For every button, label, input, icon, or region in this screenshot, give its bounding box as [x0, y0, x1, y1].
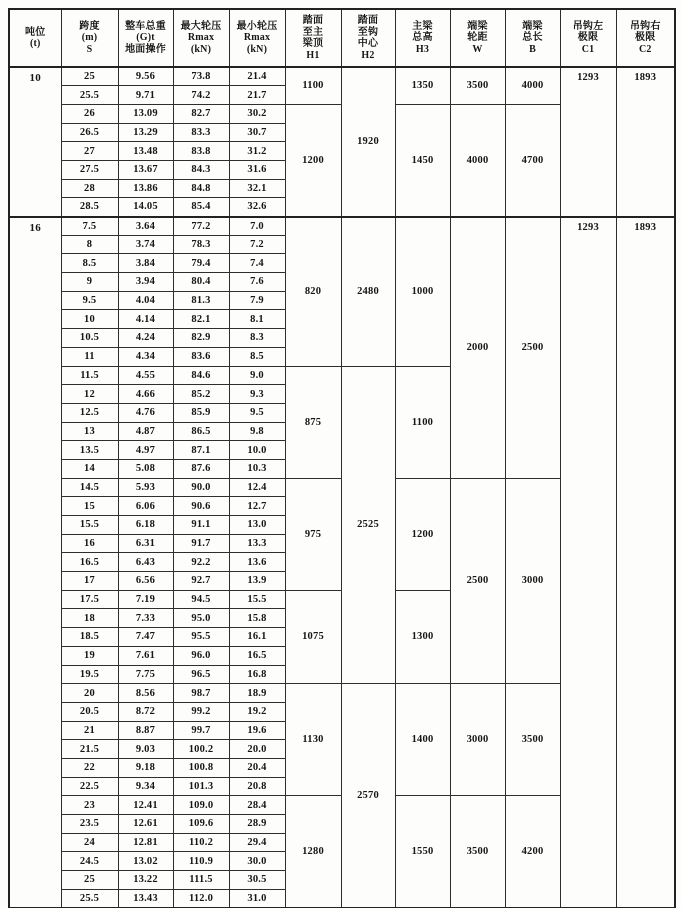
- col-header-weight: 整车总重 (G)t 地面操作: [118, 9, 173, 67]
- cell-rmin: 7.4: [229, 254, 285, 273]
- cell-c1: 1293: [560, 217, 616, 908]
- cell-span: 12: [61, 385, 118, 404]
- cell-w: 3000: [450, 684, 505, 796]
- cell-rmin: 10.3: [229, 459, 285, 478]
- cell-total-weight: 8.72: [118, 702, 173, 721]
- cell-span: 12.5: [61, 403, 118, 422]
- cell-total-weight: 13.02: [118, 852, 173, 871]
- cell-total-weight: 9.18: [118, 758, 173, 777]
- cell-total-weight: 13.67: [118, 160, 173, 179]
- cell-rmin: 32.6: [229, 198, 285, 217]
- cell-rmin: 9.8: [229, 422, 285, 441]
- cell-total-weight: 13.09: [118, 104, 173, 123]
- cell-total-weight: 8.56: [118, 684, 173, 703]
- cell-rmin: 28.4: [229, 796, 285, 815]
- cell-b: 3500: [505, 684, 560, 796]
- cell-h1: 820: [285, 217, 341, 367]
- cell-rmax: 84.8: [173, 179, 229, 198]
- cell-total-weight: 13.43: [118, 889, 173, 908]
- cell-span: 24: [61, 833, 118, 852]
- cell-rmin: 30.7: [229, 123, 285, 142]
- col-header-c1: 吊钩左 极限 C1: [560, 9, 616, 67]
- cell-rmax: 91.7: [173, 534, 229, 553]
- cell-total-weight: 12.81: [118, 833, 173, 852]
- cell-rmax: 73.8: [173, 67, 229, 86]
- cell-rmax: 77.2: [173, 217, 229, 236]
- cell-rmax: 86.5: [173, 422, 229, 441]
- cell-rmin: 8.1: [229, 310, 285, 329]
- cell-w: 2500: [450, 478, 505, 684]
- cell-total-weight: 9.34: [118, 777, 173, 796]
- cell-total-weight: 4.55: [118, 366, 173, 385]
- cell-span: 13: [61, 422, 118, 441]
- cell-h1: 875: [285, 366, 341, 478]
- cell-rmax: 83.6: [173, 347, 229, 366]
- cell-span: 22: [61, 758, 118, 777]
- col-header-h2: 踏面 至钩 中心 H2: [341, 9, 395, 67]
- cell-rmax: 96.0: [173, 646, 229, 665]
- cell-h3: 1550: [395, 796, 450, 908]
- cell-rmax: 85.2: [173, 385, 229, 404]
- cell-b: 2500: [505, 217, 560, 479]
- cell-total-weight: 3.84: [118, 254, 173, 273]
- cell-w: 4000: [450, 104, 505, 216]
- cell-rmax: 99.7: [173, 721, 229, 740]
- col-header-b: 端梁 总长 B: [505, 9, 560, 67]
- cell-rmax: 83.3: [173, 123, 229, 142]
- cell-span: 7.5: [61, 217, 118, 236]
- col-header-rmin: 最小轮压 Rmax (kN): [229, 9, 285, 67]
- cell-rmax: 83.8: [173, 142, 229, 161]
- cell-rmin: 16.5: [229, 646, 285, 665]
- cell-h2: 1920: [341, 67, 395, 217]
- cell-rmax: 85.4: [173, 198, 229, 217]
- table-row: [9, 67, 675, 86]
- cell-h2: 2570: [341, 684, 395, 908]
- cell-span: 9: [61, 273, 118, 292]
- cell-span: 19: [61, 646, 118, 665]
- cell-rmax: 85.9: [173, 403, 229, 422]
- cell-total-weight: 4.76: [118, 403, 173, 422]
- cell-total-weight: 4.34: [118, 347, 173, 366]
- cell-rmax: 79.4: [173, 254, 229, 273]
- cell-rmin: 20.4: [229, 758, 285, 777]
- cell-b: 4000: [505, 67, 560, 104]
- cell-rmin: 20.8: [229, 777, 285, 796]
- cell-total-weight: 6.43: [118, 553, 173, 572]
- cell-total-weight: 7.19: [118, 590, 173, 609]
- cell-span: 27: [61, 142, 118, 161]
- cell-rmin: 19.6: [229, 721, 285, 740]
- cell-rmin: 19.2: [229, 702, 285, 721]
- cell-total-weight: 12.41: [118, 796, 173, 815]
- cell-total-weight: 6.06: [118, 497, 173, 516]
- col-header-span: 跨度 (m) S: [61, 9, 118, 67]
- cell-span: 26.5: [61, 123, 118, 142]
- cell-rmax: 81.3: [173, 291, 229, 310]
- cell-rmin: 20.0: [229, 740, 285, 759]
- cell-rmin: 29.4: [229, 833, 285, 852]
- cell-b: 3000: [505, 478, 560, 684]
- cell-rmin: 13.0: [229, 516, 285, 535]
- cell-rmax: 112.0: [173, 889, 229, 908]
- cell-span: 28.5: [61, 198, 118, 217]
- cell-c2: 1893: [616, 217, 675, 908]
- table-header: [9, 9, 675, 67]
- cell-total-weight: 4.24: [118, 329, 173, 348]
- cell-total-weight: 3.94: [118, 273, 173, 292]
- cell-span: 23.5: [61, 815, 118, 834]
- cell-tonnage: 16: [9, 217, 61, 908]
- cell-total-weight: 7.47: [118, 628, 173, 647]
- cell-total-weight: 4.66: [118, 385, 173, 404]
- cell-total-weight: 9.56: [118, 67, 173, 86]
- crane-spec-table: [8, 8, 676, 908]
- cell-b: 4200: [505, 796, 560, 908]
- cell-span: 20.5: [61, 702, 118, 721]
- cell-rmax: 109.0: [173, 796, 229, 815]
- cell-rmin: 7.0: [229, 217, 285, 236]
- cell-rmin: 31.0: [229, 889, 285, 908]
- cell-rmin: 31.6: [229, 160, 285, 179]
- cell-total-weight: 9.71: [118, 86, 173, 105]
- cell-span: 25.5: [61, 86, 118, 105]
- cell-h1: 1280: [285, 796, 341, 908]
- cell-rmax: 80.4: [173, 273, 229, 292]
- cell-rmin: 31.2: [229, 142, 285, 161]
- cell-rmax: 84.3: [173, 160, 229, 179]
- cell-total-weight: 3.74: [118, 235, 173, 254]
- cell-span: 25: [61, 871, 118, 890]
- cell-rmin: 12.4: [229, 478, 285, 497]
- table-body: [9, 67, 675, 908]
- cell-span: 17.5: [61, 590, 118, 609]
- cell-b: 4700: [505, 104, 560, 216]
- header-row: [9, 9, 675, 67]
- cell-total-weight: 7.75: [118, 665, 173, 684]
- col-header-tonnage: 吨位 (t): [9, 9, 61, 67]
- cell-h1: 1200: [285, 104, 341, 216]
- col-header-c2: 吊钩右 极限 C2: [616, 9, 675, 67]
- cell-total-weight: 9.03: [118, 740, 173, 759]
- cell-h3: 1300: [395, 590, 450, 683]
- cell-h3: 1100: [395, 366, 450, 478]
- cell-span: 9.5: [61, 291, 118, 310]
- cell-total-weight: 3.64: [118, 217, 173, 236]
- cell-span: 22.5: [61, 777, 118, 796]
- cell-span: 11: [61, 347, 118, 366]
- cell-rmax: 95.0: [173, 609, 229, 628]
- cell-span: 16: [61, 534, 118, 553]
- cell-rmax: 92.2: [173, 553, 229, 572]
- cell-rmin: 9.0: [229, 366, 285, 385]
- cell-rmax: 100.2: [173, 740, 229, 759]
- cell-rmin: 8.3: [229, 329, 285, 348]
- cell-span: 14.5: [61, 478, 118, 497]
- cell-rmax: 96.5: [173, 665, 229, 684]
- cell-rmin: 13.9: [229, 572, 285, 591]
- cell-span: 8.5: [61, 254, 118, 273]
- cell-rmin: 32.1: [229, 179, 285, 198]
- cell-span: 21: [61, 721, 118, 740]
- cell-w: 3500: [450, 796, 505, 908]
- cell-rmax: 92.7: [173, 572, 229, 591]
- cell-rmax: 82.9: [173, 329, 229, 348]
- cell-rmax: 95.5: [173, 628, 229, 647]
- cell-total-weight: 7.33: [118, 609, 173, 628]
- cell-rmin: 9.5: [229, 403, 285, 422]
- cell-rmin: 30.5: [229, 871, 285, 890]
- cell-total-weight: 13.29: [118, 123, 173, 142]
- cell-total-weight: 6.31: [118, 534, 173, 553]
- cell-total-weight: 14.05: [118, 198, 173, 217]
- cell-rmin: 28.9: [229, 815, 285, 834]
- cell-total-weight: 5.93: [118, 478, 173, 497]
- cell-span: 18: [61, 609, 118, 628]
- cell-rmin: 13.6: [229, 553, 285, 572]
- cell-rmax: 110.9: [173, 852, 229, 871]
- cell-h1: 1100: [285, 67, 341, 104]
- cell-total-weight: 7.61: [118, 646, 173, 665]
- cell-rmin: 12.7: [229, 497, 285, 516]
- cell-rmin: 7.2: [229, 235, 285, 254]
- cell-rmin: 13.3: [229, 534, 285, 553]
- cell-h3: 1200: [395, 478, 450, 590]
- cell-span: 25: [61, 67, 118, 86]
- cell-rmin: 9.3: [229, 385, 285, 404]
- cell-total-weight: 4.97: [118, 441, 173, 460]
- cell-span: 27.5: [61, 160, 118, 179]
- cell-rmin: 16.8: [229, 665, 285, 684]
- cell-h2: 2480: [341, 217, 395, 367]
- cell-rmax: 98.7: [173, 684, 229, 703]
- cell-tonnage: 10: [9, 67, 61, 217]
- cell-rmax: 87.1: [173, 441, 229, 460]
- cell-w: 2000: [450, 217, 505, 479]
- cell-span: 26: [61, 104, 118, 123]
- cell-h1: 975: [285, 478, 341, 590]
- cell-rmin: 15.5: [229, 590, 285, 609]
- cell-rmax: 111.5: [173, 871, 229, 890]
- cell-span: 11.5: [61, 366, 118, 385]
- cell-span: 17: [61, 572, 118, 591]
- cell-rmin: 7.6: [229, 273, 285, 292]
- cell-c1: 1293: [560, 67, 616, 217]
- cell-rmax: 78.3: [173, 235, 229, 254]
- cell-span: 24.5: [61, 852, 118, 871]
- col-header-h3: 主梁 总高 H3: [395, 9, 450, 67]
- cell-rmin: 21.4: [229, 67, 285, 86]
- cell-span: 10.5: [61, 329, 118, 348]
- cell-rmin: 15.8: [229, 609, 285, 628]
- cell-total-weight: 4.04: [118, 291, 173, 310]
- cell-rmax: 109.6: [173, 815, 229, 834]
- cell-rmax: 90.6: [173, 497, 229, 516]
- cell-span: 25.5: [61, 889, 118, 908]
- cell-span: 15: [61, 497, 118, 516]
- cell-rmax: 91.1: [173, 516, 229, 535]
- cell-h2: 2525: [341, 366, 395, 684]
- col-header-w: 端梁 轮距 W: [450, 9, 505, 67]
- cell-span: 8: [61, 235, 118, 254]
- cell-rmin: 21.7: [229, 86, 285, 105]
- cell-rmin: 30.0: [229, 852, 285, 871]
- cell-rmin: 7.9: [229, 291, 285, 310]
- cell-span: 13.5: [61, 441, 118, 460]
- cell-total-weight: 13.48: [118, 142, 173, 161]
- cell-w: 3500: [450, 67, 505, 104]
- cell-span: 23: [61, 796, 118, 815]
- cell-span: 18.5: [61, 628, 118, 647]
- cell-rmax: 82.7: [173, 104, 229, 123]
- cell-h3: 1450: [395, 104, 450, 216]
- col-header-h1: 踏面 至主 梁顶 H1: [285, 9, 341, 67]
- table-row: [9, 217, 675, 236]
- cell-rmax: 99.2: [173, 702, 229, 721]
- cell-h3: 1000: [395, 217, 450, 367]
- cell-rmax: 84.6: [173, 366, 229, 385]
- cell-rmax: 94.5: [173, 590, 229, 609]
- cell-span: 28: [61, 179, 118, 198]
- cell-rmax: 74.2: [173, 86, 229, 105]
- cell-span: 21.5: [61, 740, 118, 759]
- cell-span: 19.5: [61, 665, 118, 684]
- cell-span: 14: [61, 459, 118, 478]
- cell-span: 20: [61, 684, 118, 703]
- cell-c2: 1893: [616, 67, 675, 217]
- cell-total-weight: 12.61: [118, 815, 173, 834]
- cell-h1: 1130: [285, 684, 341, 796]
- cell-total-weight: 13.22: [118, 871, 173, 890]
- cell-rmin: 18.9: [229, 684, 285, 703]
- cell-span: 10: [61, 310, 118, 329]
- cell-total-weight: 6.56: [118, 572, 173, 591]
- cell-span: 15.5: [61, 516, 118, 535]
- cell-rmin: 30.2: [229, 104, 285, 123]
- col-header-rmax: 最大轮压 Rmax (kN): [173, 9, 229, 67]
- cell-total-weight: 6.18: [118, 516, 173, 535]
- cell-total-weight: 13.86: [118, 179, 173, 198]
- cell-total-weight: 5.08: [118, 459, 173, 478]
- cell-rmax: 82.1: [173, 310, 229, 329]
- cell-total-weight: 4.14: [118, 310, 173, 329]
- cell-rmin: 8.5: [229, 347, 285, 366]
- cell-rmax: 100.8: [173, 758, 229, 777]
- cell-rmin: 10.0: [229, 441, 285, 460]
- cell-rmax: 101.3: [173, 777, 229, 796]
- cell-rmin: 16.1: [229, 628, 285, 647]
- cell-rmax: 87.6: [173, 459, 229, 478]
- cell-h1: 1075: [285, 590, 341, 683]
- cell-total-weight: 8.87: [118, 721, 173, 740]
- cell-rmax: 110.2: [173, 833, 229, 852]
- cell-total-weight: 4.87: [118, 422, 173, 441]
- cell-span: 16.5: [61, 553, 118, 572]
- cell-h3: 1350: [395, 67, 450, 104]
- cell-h3: 1400: [395, 684, 450, 796]
- cell-rmax: 90.0: [173, 478, 229, 497]
